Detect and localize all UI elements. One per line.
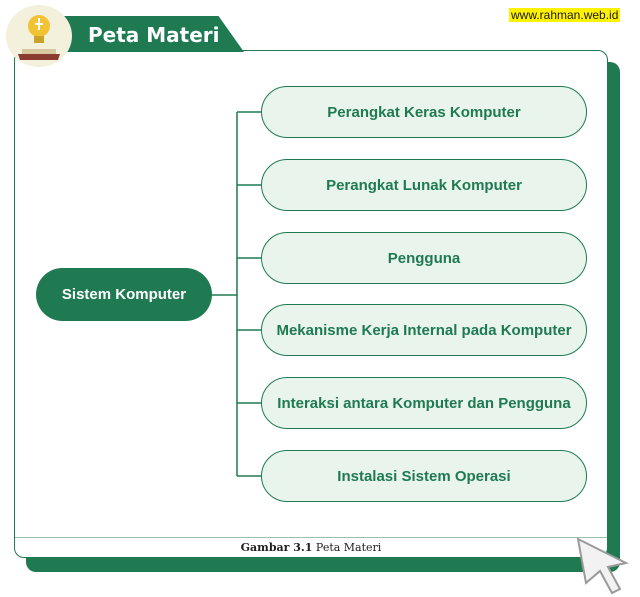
root-node: Sistem Komputer — [36, 268, 212, 321]
branch-node-hardware: Perangkat Keras Komputer — [261, 86, 587, 138]
watermark-text: www.rahman.web.id — [511, 8, 619, 22]
page-title: Peta Materi — [88, 23, 220, 47]
branch-node-user: Pengguna — [261, 232, 587, 284]
cursor-arrow-icon — [576, 537, 636, 595]
branch-node-interaction: Interaksi antara Komputer dan Pengguna — [261, 377, 587, 429]
branch-node-internal-mechanism: Mekanisme Kerja Internal pada Komputer — [261, 304, 587, 356]
caption-text: Peta Materi — [315, 541, 382, 554]
branch-node-os-installation: Instalasi Sistem Operasi — [261, 450, 587, 502]
caption-label: Gambar 3.1 — [240, 541, 313, 554]
figure-caption — [15, 541, 607, 554]
branch-node-software: Perangkat Lunak Komputer — [261, 159, 587, 211]
caption-divider — [15, 537, 607, 538]
